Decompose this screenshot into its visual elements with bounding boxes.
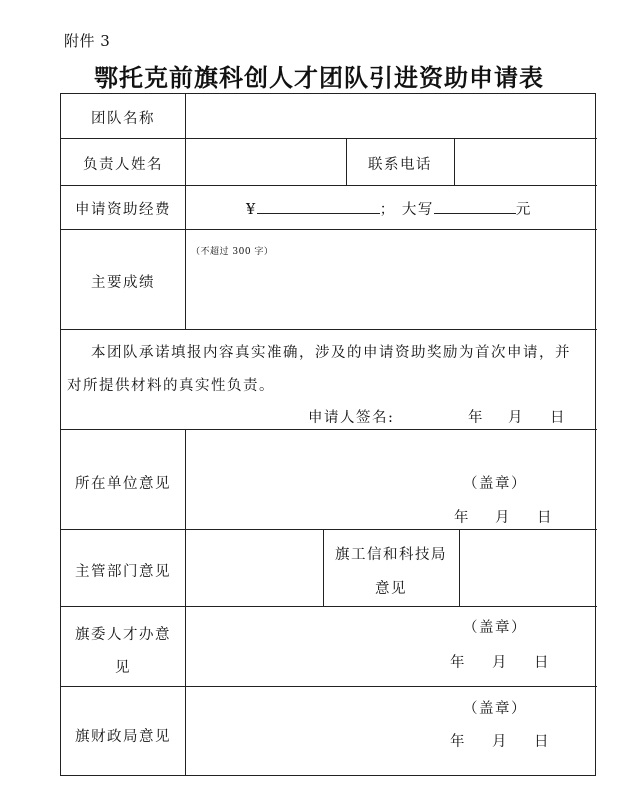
phone-label: 联系电话	[368, 157, 432, 173]
row-divider	[61, 606, 597, 607]
row-divider	[61, 686, 597, 687]
pledge-month: 月	[508, 410, 524, 426]
team-name-field[interactable]	[186, 94, 596, 138]
yen-symbol: ¥	[246, 202, 257, 218]
finance-month: 月	[492, 734, 508, 750]
funding-label: 申请资助经费	[75, 202, 171, 218]
finance-year: 年	[450, 734, 466, 750]
daxie-label: 大写	[401, 202, 434, 218]
unit-year: 年	[454, 510, 470, 526]
tech-bureau-opinion-field[interactable]	[460, 530, 596, 606]
tech-bureau-label-suffix: 意见	[375, 581, 407, 597]
signature-label: 申请人签名:	[308, 410, 395, 426]
finance-seal: （盖章）	[463, 701, 527, 717]
finance-day: 日	[534, 734, 550, 750]
pledge-line-1: 本团队承诺填报内容真实准确，涉及的申请资助奖励为首次申请，并	[91, 345, 571, 361]
amount-blank[interactable]	[257, 199, 380, 214]
row-divider	[61, 429, 597, 430]
achievements-label: 主要成绩	[91, 275, 155, 291]
pledge-line-2: 对所提供材料的真实性负责。	[67, 378, 275, 394]
tech-bureau-label: 旗工信和科技局	[335, 547, 447, 563]
talent-month: 月	[492, 655, 508, 671]
talent-seal: （盖章）	[463, 620, 527, 636]
team-name-label: 团队名称	[91, 111, 155, 127]
application-form-table	[60, 93, 596, 776]
unit-month: 月	[495, 510, 511, 526]
dept-opinion-field[interactable]	[186, 530, 323, 606]
pledge-day: 日	[550, 410, 566, 426]
dept-opinion-label: 主管部门意见	[75, 564, 171, 580]
leader-name-field[interactable]	[186, 139, 346, 185]
form-title: 鄂托克前旗科创人才团队引进资助申请表	[94, 63, 544, 92]
unit-opinion-label: 所在单位意见	[75, 476, 171, 492]
talent-day: 日	[534, 655, 550, 671]
talent-office-label: 旗委人才办意	[75, 627, 171, 643]
pledge-year: 年	[468, 410, 484, 426]
attachment-label: 附件 3	[64, 32, 111, 50]
semicolon: ；	[379, 202, 396, 218]
amount-in-words-blank[interactable]	[434, 199, 516, 214]
row-divider	[61, 329, 597, 330]
phone-field[interactable]	[455, 139, 596, 185]
achievements-field[interactable]	[186, 259, 596, 329]
unit-seal: （盖章）	[463, 476, 527, 492]
finance-bureau-label: 旗财政局意见	[75, 729, 171, 745]
yuan-label: 元	[515, 202, 532, 218]
row-divider	[61, 185, 597, 186]
unit-day: 日	[537, 510, 553, 526]
talent-office-label-suffix: 见	[115, 660, 131, 676]
achievements-word-limit: （不超过 300 字）	[191, 247, 274, 257]
leader-name-label: 负责人姓名	[83, 157, 163, 173]
funding-amount-line	[246, 198, 532, 219]
talent-year: 年	[450, 655, 466, 671]
row-divider	[61, 229, 597, 230]
